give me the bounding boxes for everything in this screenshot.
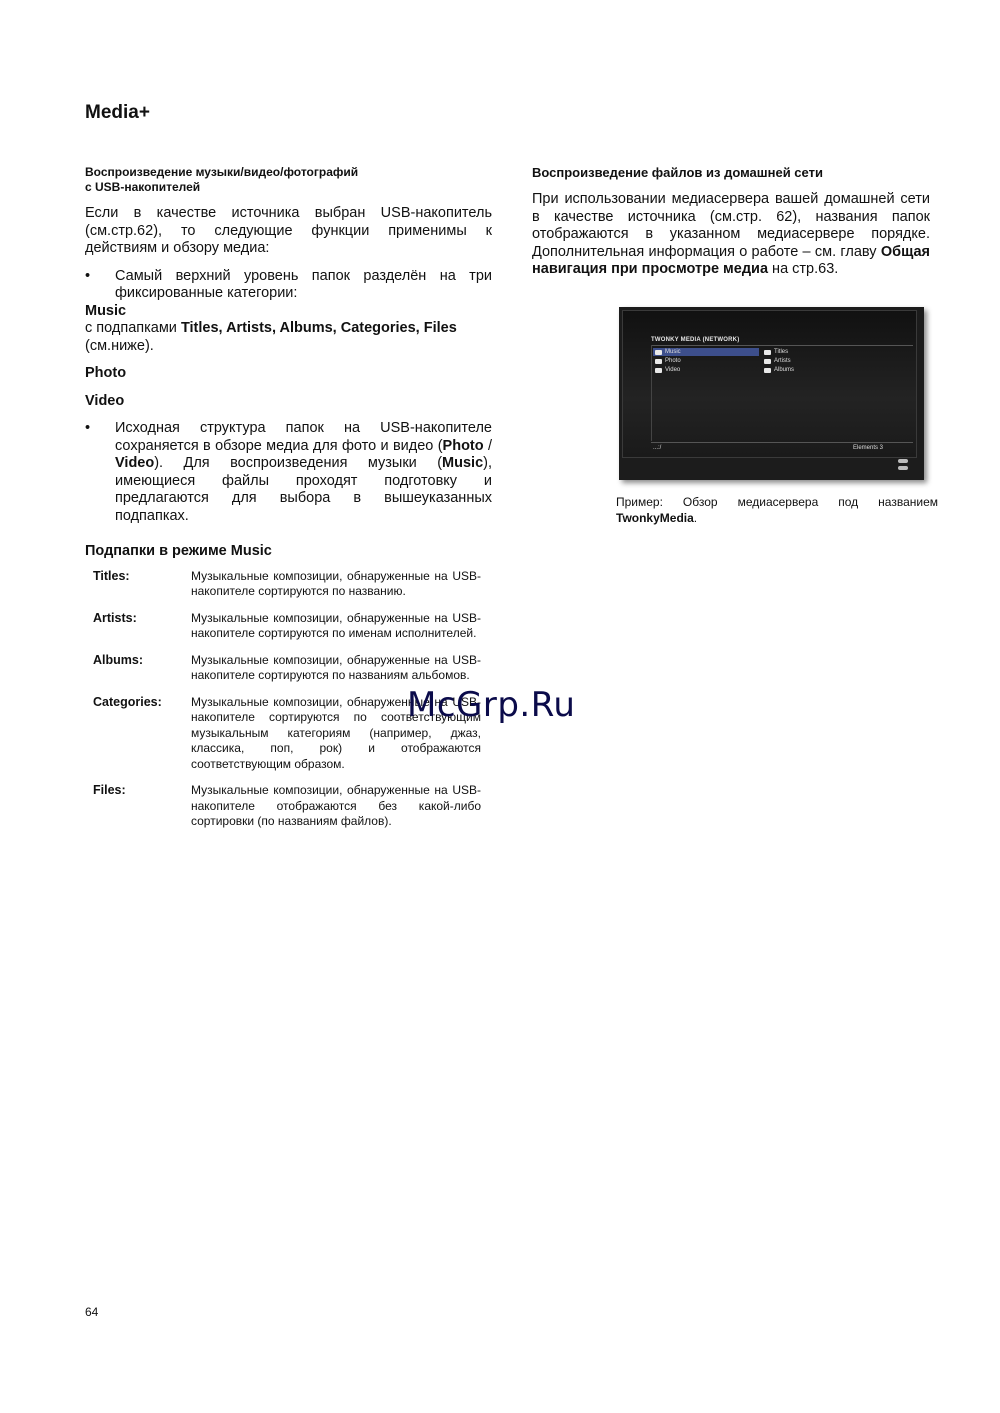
bullet-item-1 [85,268,492,303]
media-server-screenshot [619,307,924,480]
definition-desc: Музыкальные композиции, обнаруженные на USB-накопителе отображаются без какой-либо сортировки (по названиям файлов). [191,783,481,828]
page-number: 64 [85,1305,99,1319]
bullet-2-photo: Photo [442,437,484,454]
bullet-2-music: Music [442,455,484,471]
bullet-item-2 [85,420,492,525]
remote-button-icon [898,459,908,463]
screenshot-folder-label: Albums [774,367,795,373]
usb-heading-line1: Воспроизведение музыки/видео/фотографий [85,165,359,179]
music-sub-prefix: с подпапками [85,320,177,336]
bullet-dot: • [85,420,91,436]
definition-term: Categories: [93,694,162,709]
screenshot-folder-item [655,367,680,373]
screenshot-folder-item [764,358,791,364]
screenshot-folder-label: Artists [774,358,791,364]
definition-term: Files: [93,783,126,797]
folder-icon [764,350,771,355]
category-video: Video [85,392,125,409]
figure-caption [616,495,938,526]
bullet-2-part-c: ), имеющиеся файлы проходят подготовку и предлагаются для выбора в вышеуказанных подпапках. [115,455,492,524]
screenshot-bottom-divider [651,442,913,443]
screenshot-folder-label: Photo [665,358,681,364]
category-music: Music [85,302,127,319]
folder-icon [764,368,771,373]
caption-part-a: Пример: Обзор медиасервера под названием [616,495,938,509]
music-subfolders-text [85,320,492,355]
screenshot-folder-label: Titles [774,349,789,355]
usb-heading-line2: с USB-накопителей [85,180,201,194]
screenshot-folder-item [764,349,788,355]
folder-icon [655,350,662,355]
screenshot-folder-item [655,358,681,364]
remote-button-icon [898,466,908,470]
bullet-2-part-a: Исходная структура папок на USB-накопителе сохраняется в обзоре медиа для фото и видео ( [115,420,492,454]
screenshot-folder-item [655,349,681,355]
network-para-part-a: При использовании медиасервера вашей домашней сети в качестве источника (см.стр. 62), названия папок отображаются в указанном медиасервере порядке. Дополнительная информация о работе – см. главу [532,191,930,260]
definition-desc: Музыкальные композиции, обнаруженные на USB-накопителе сортируются по именам исполнителей. [191,610,481,640]
screenshot-divider [651,345,913,346]
folder-icon [655,359,662,364]
definition-desc: Музыкальные композиции, обнаруженные на USB-накопителе сортируются по названиям альбомов. [191,652,481,682]
music-sub-list: Titles, Artists, Albums, Categories, Files [180,320,457,336]
screenshot-folder-item [764,367,794,373]
page-title: Media+ [85,102,150,123]
left-column [85,165,492,841]
music-sub-suffix: (см.ниже). [85,337,154,354]
bullet-2-text [115,420,492,525]
bullet-2-part-b: ). Для воспроизведения музыки ( [154,455,443,471]
definition-row [93,569,481,600]
definition-desc: Музыкальные композиции, обнаруженные на USB-накопителе сортируются по названию. [191,568,481,598]
bullet-2-slash: / [483,437,492,454]
screenshot-element-count: Elements 3 [853,445,884,451]
definition-row [93,653,481,684]
definition-row [93,611,481,642]
screenshot-folder-label: Video [665,367,681,373]
usb-intro-paragraph: Если в качестве источника выбран USB-накопитель (см.стр.62), то следующие функции применимы к действиям и обзору медиа: [85,205,492,256]
bullet-dot: • [85,267,91,284]
caption-part-b: . [693,510,698,525]
screenshot-folder-label: Music [665,349,681,355]
folder-icon [655,368,662,373]
network-paragraph [532,191,930,279]
subfolders-heading: Подпапки в режиме Music [85,543,272,559]
definition-row [93,783,481,830]
screenshot-path: ...:/ [653,445,662,451]
screenshot-vertical-divider [651,345,652,441]
network-para-part-b: на стр.63. [768,261,839,277]
definition-term: Artists: [93,610,137,625]
usb-section-heading [85,165,492,195]
bullet-1-text: Самый верхний уровень папок разделён на три фиксированные категории: [115,267,492,301]
watermark: McGrp.Ru [407,685,576,725]
folder-icon [764,359,771,364]
network-para-bold: Общая навигация при просмотре медиа [532,243,930,277]
caption-bold: TwonkyMedia [616,510,694,525]
definition-desc: Музыкальные композиции, обнаруженные на USB-накопителе сортируются по соответствующим музыкальным категориям (например, джаз, классика, поп, рок) и отображаются соответствующим образом. [191,694,481,771]
screenshot-title: TWONKY MEDIA (NETWORK) [651,337,740,343]
definition-term: Albums: [93,652,143,667]
screenshot-screen [622,310,917,458]
network-section-heading: Воспроизведение файлов из домашней сети [532,165,823,180]
category-photo: Photo [85,365,127,381]
definition-term: Titles: [93,568,130,583]
bullet-2-video: Video [115,455,155,471]
right-column [532,165,930,279]
